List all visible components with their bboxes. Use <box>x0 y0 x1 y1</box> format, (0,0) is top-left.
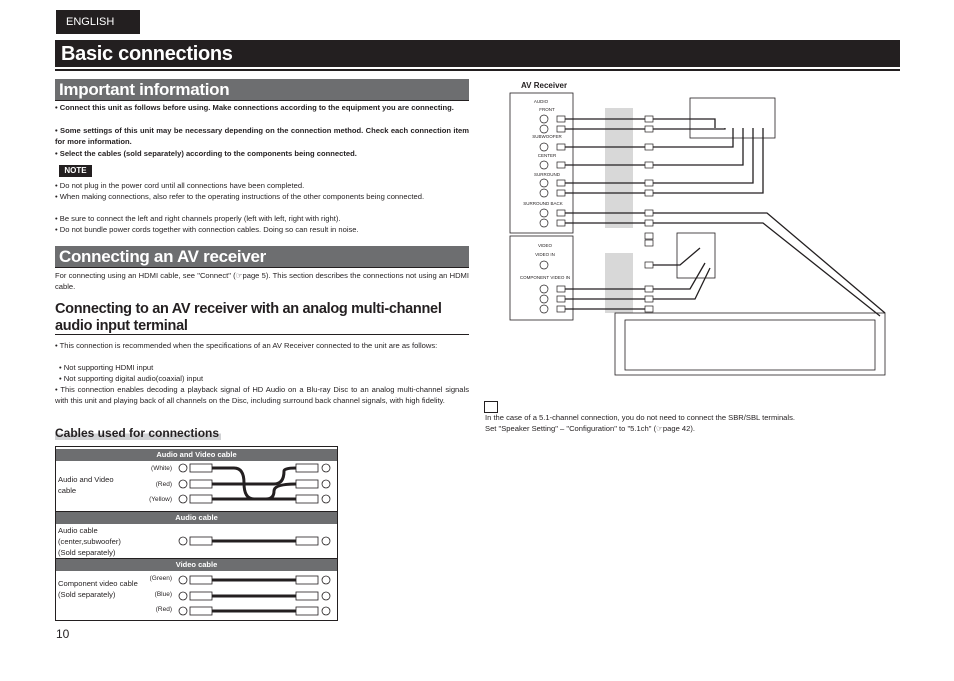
cables-table <box>55 446 338 621</box>
cable-label-video: Component video cable (Sold separately) <box>58 579 138 599</box>
lbl-surround: SURROUND <box>533 172 561 177</box>
note-bullet-2: • When making connections, also refer to the operating instructions of the other components being connected. <box>55 192 425 201</box>
note-bullet-3: • Be sure to connect the left and right channels properly (left with left, right with right). <box>55 214 341 223</box>
note-badge: NOTE <box>59 165 92 177</box>
cable-label-audio: Audio cable (center,subwoofer) (Sold separately) <box>58 526 121 557</box>
title-rule <box>55 69 900 71</box>
lbl-audio: AUDIO <box>533 99 549 104</box>
av-intro: For connecting using an HDMI cable, see "Connect" (☞page 5). This section describes the connections not using an HDMI cable. <box>55 271 469 291</box>
lbl-sback: SURROUND BACK <box>523 201 563 206</box>
color-green: (Green) <box>149 575 172 582</box>
analog-subtitle: Connecting to an AV receiver with an analog multi-channel audio input terminal <box>55 301 442 334</box>
note-right-line1: In the case of a 5.1-channel connection, you do not need to connect the SBR/SBL terminals. <box>485 413 795 422</box>
cable-header-audio: Audio cable <box>56 512 337 524</box>
receiver-label: AV Receiver <box>521 81 568 90</box>
connection-diagram <box>505 88 905 398</box>
section-important-title: Important information <box>55 79 469 100</box>
note-bullet-4: • Do not bundle power cords together with connection cables. Doing so can result in noise. <box>55 225 359 234</box>
note-bullet-1: • Do not plug in the power cord until all connections have been completed. <box>55 181 305 190</box>
analog-bullet-1: • This connection is recommended when the specifications of an AV Receiver connected to the unit are as follows: <box>55 341 438 350</box>
cables-title: Cables used for connections <box>55 426 220 440</box>
color-white: (White) <box>151 465 172 472</box>
section-rule <box>55 267 469 268</box>
cable-header-av: Audio and Video cable <box>56 449 337 461</box>
lbl-sub: SUBWOOFER <box>532 134 562 139</box>
page-number: 10 <box>56 627 70 641</box>
analog-bullet-3: • Not supporting digital audio(coaxial) input <box>59 374 204 383</box>
color-red-2: (Red) <box>155 606 172 613</box>
analog-bullet-4: • This connection enables decoding a playback signal of HD Audio on a Blu-ray Disc to an analog multi-channel signals with this unit and playing back of all channels on the Disc, including surround back channel signals, with high fidelity. <box>55 385 469 405</box>
cable-header-video: Video cable <box>56 559 337 571</box>
cable-label-av: Audio and Video cable <box>58 475 114 495</box>
note-right-line2: Set "Speaker Setting" – "Configuration" to "5.1ch" (☞page 42). <box>485 424 695 433</box>
bold-bullet-1: • Connect this unit as follows before using. Make connections according to the equipment you are connecting. <box>55 103 454 112</box>
color-blue: (Blue) <box>154 591 172 598</box>
lbl-center: CENTER <box>537 153 557 158</box>
bold-bullet-3: • Select the cables (sold separately) according to the components being connected. <box>55 149 357 158</box>
lbl-video: VIDEO <box>537 243 553 248</box>
lbl-comp-in: COMPONENT VIDEO IN <box>519 275 571 280</box>
language-tab: ENGLISH <box>56 10 140 34</box>
color-yellow: (Yellow) <box>149 496 172 503</box>
subtitle-rule <box>55 334 469 335</box>
lbl-video-in: VIDEO IN <box>535 252 555 257</box>
lbl-front: FRONT <box>539 107 555 112</box>
color-red: (Red) <box>155 481 172 488</box>
analog-bullet-2: • Not supporting HDMI input <box>59 363 154 372</box>
section-rule <box>55 100 469 101</box>
section-av-title: Connecting an AV receiver <box>55 246 469 267</box>
page-title: Basic connections <box>55 40 900 67</box>
cable-plugs-illustration <box>174 461 334 621</box>
bold-bullet-2: • Some settings of this unit may be necessary depending on the connection method. Check each connection item for more information. <box>55 126 469 146</box>
